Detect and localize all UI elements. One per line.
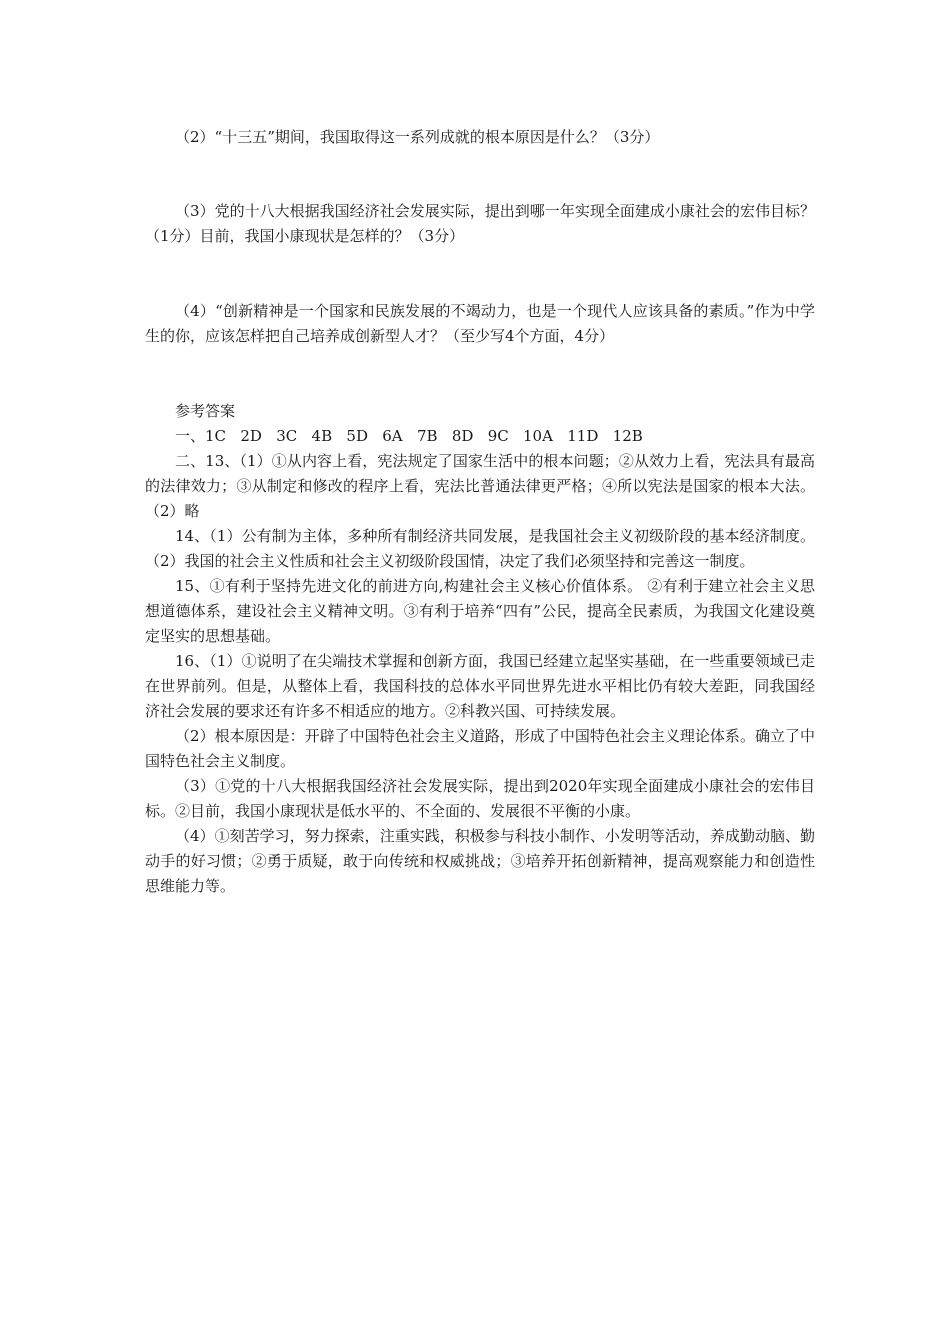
answer-key bbox=[145, 399, 815, 899]
answer-16-part-3: （3）①党的十八大根据我国经济社会发展实际，提出到2020年实现全面建成小康社会的宏伟目标。②目前，我国小康现状是低水平的、不全面的、发展很不平衡的小康。 bbox=[145, 777, 815, 820]
answer-14: 14、（1）公有制为主体，多种所有制经济共同发展，是我国社会主义初级阶段的基本经济制度。（2）我国的社会主义性质和社会主义初级阶段国情，决定了我们必须坚持和完善这一制度。 bbox=[145, 527, 815, 570]
question-2 bbox=[145, 125, 815, 150]
answer-key-heading: 参考答案 bbox=[175, 402, 236, 420]
answer-16-part-2: （2）根本原因是：开辟了中国特色社会主义道路，形成了中国特色社会主义理论体系。确立了中国特色社会主义制度。 bbox=[145, 727, 815, 770]
answer-13: 二、13、（1）①从内容上看，宪法规定了国家生活中的根本问题；②从效力上看，宪法具有最高的法律效力；③从制定和修改的程序上看，宪法比普通法律更严格；④所以宪法是国家的根本大法。（2）略 bbox=[145, 452, 815, 520]
question-3 bbox=[145, 199, 815, 249]
question-2-text: （2）“十三五”期间，我国取得这一系列成就的根本原因是什么？（3分） bbox=[175, 128, 660, 146]
multiple-choice-answers: 一、1C 2D 3C 4B 5D 6A 7B 8D 9C 10A 11D 12B bbox=[175, 427, 643, 445]
question-3-text: （3）党的十八大根据我国经济社会发展实际，提出到哪一年实现全面建成小康社会的宏伟目标？（1分）目前，我国小康现状是怎样的？（3分） bbox=[145, 202, 815, 245]
question-4-text: （4）“创新精神是一个国家和民族发展的不竭动力，也是一个现代人应该具备的素质。”作为中学生的你，应该怎样把自己培养成创新型人才？（至少写4个方面，4分） bbox=[145, 302, 815, 345]
answer-15: 15、①有利于坚持先进文化的前进方向,构建社会主义核心价值体系。 ②有利于建立社会主义思想道德体系，建设社会主义精神文明。③有利于培养“四有”公民，提高全民素质，为我国文化建设奠定坚实的思想基础。 bbox=[145, 577, 815, 645]
answer-16-part-4: （4）①刻苦学习，努力探索，注重实践，积极参与科技小制作、小发明等活动，养成勤动脑、勤动手的好习惯；②勇于质疑，敢于向传统和权威挑战；③培养开拓创新精神，提高观察能力和创造性思维能力等。 bbox=[145, 827, 815, 895]
question-4 bbox=[145, 299, 815, 349]
answer-16-part-1: 16、（1）①说明了在尖端技术掌握和创新方面，我国已经建立起坚实基础，在一些重要领域已走在世界前列。但是，从整体上看，我国科技的总体水平同世界先进水平相比仍有较大差距，同我国经济社会发展的要求还有许多不相适应的地方。②科教兴国、可持续发展。 bbox=[145, 652, 815, 720]
